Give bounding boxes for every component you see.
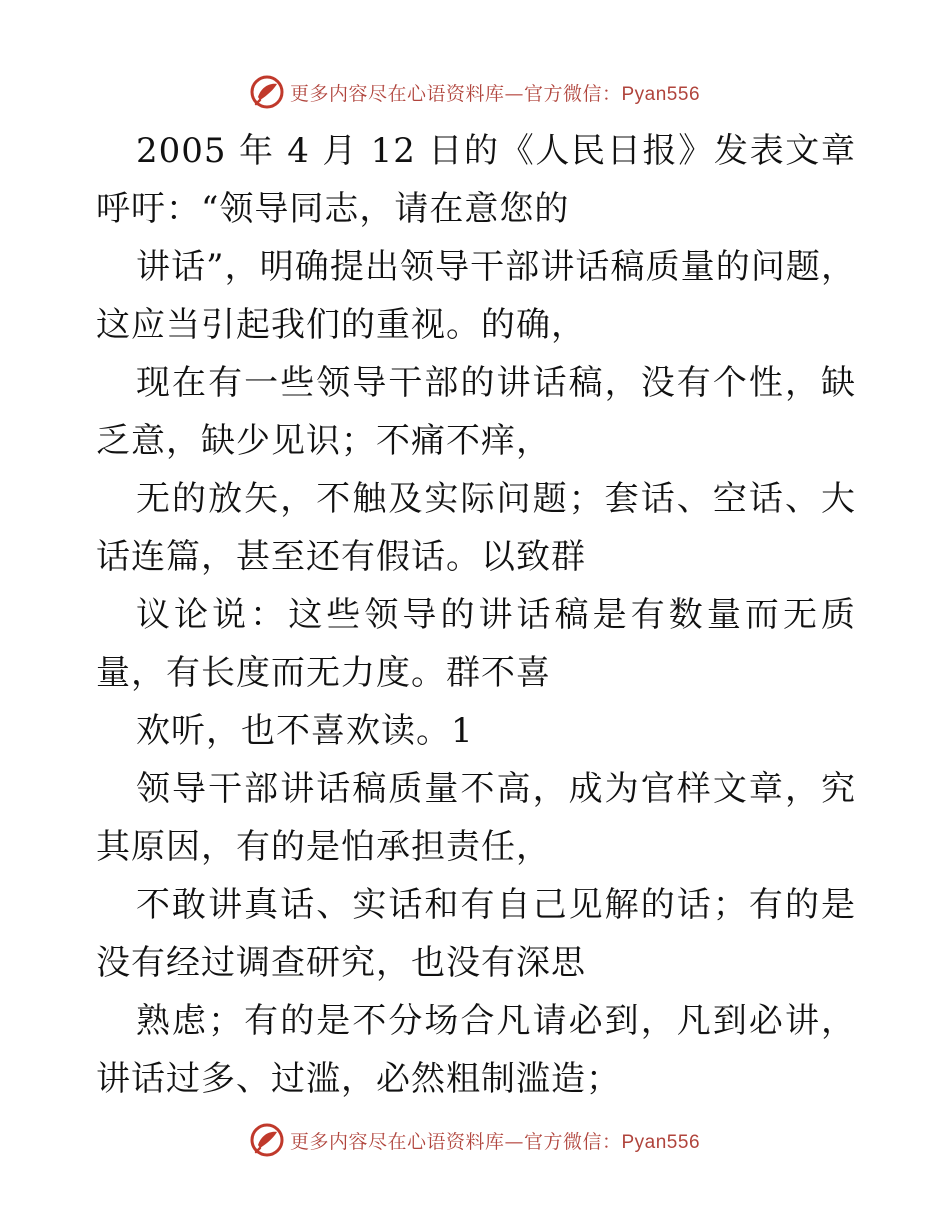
paragraph: 熟虑；有的是不分场合凡请必到，凡到必讲，讲话过多、过滥，必然粗制滥造； (96, 1001, 856, 1099)
pen-logo-icon (250, 75, 284, 109)
banner-suffix-text: 官方微信： (523, 82, 622, 105)
banner-wechat-id: Pyan556 (621, 1131, 701, 1153)
banner-main-text: 更多内容尽在心语资料库 (289, 82, 505, 105)
footer-watermark-banner (0, 1120, 950, 1160)
paragraph: 欢听，也不喜欢读。1 (136, 711, 474, 751)
banner-suffix-text: 官方微信： (523, 1130, 622, 1153)
banner-wechat-id: Pyan556 (621, 83, 701, 105)
paragraph: 讲话”，明确提出领导干部讲话稿质量的问题，这应当引起我们的重视。的确， (96, 247, 856, 345)
paragraph: 不敢讲真话、实话和有自己见解的话；有的是没有经过调查研究，也没有深思 (96, 885, 856, 983)
banner-text (290, 1127, 700, 1154)
paragraph: 领导干部讲话稿质量不高，成为官样文章，究其原因，有的是怕承担责任， (96, 769, 856, 867)
banner-main-text: 更多内容尽在心语资料库 (289, 1130, 505, 1153)
header-watermark-banner (0, 72, 950, 112)
document-body (96, 122, 856, 1108)
banner-separator: — (504, 82, 524, 105)
paragraph: 现在有一些领导干部的讲话稿，没有个性，缺乏意，缺少见识；不痛不痒， (96, 363, 856, 461)
banner-text (290, 79, 700, 106)
pen-logo-icon (250, 1123, 284, 1157)
banner-separator: — (504, 1130, 524, 1153)
paragraph: 无的放矢，不触及实际问题；套话、空话、大话连篇，甚至还有假话。以致群 (96, 479, 856, 577)
paragraph: 2005 年 4 月 12 日的《人民日报》发表文章呼吁：“领导同志，请在意您的 (96, 131, 856, 229)
paragraph: 议论说：这些领导的讲话稿是有数量而无质量，有长度而无力度。群不喜 (96, 595, 856, 693)
